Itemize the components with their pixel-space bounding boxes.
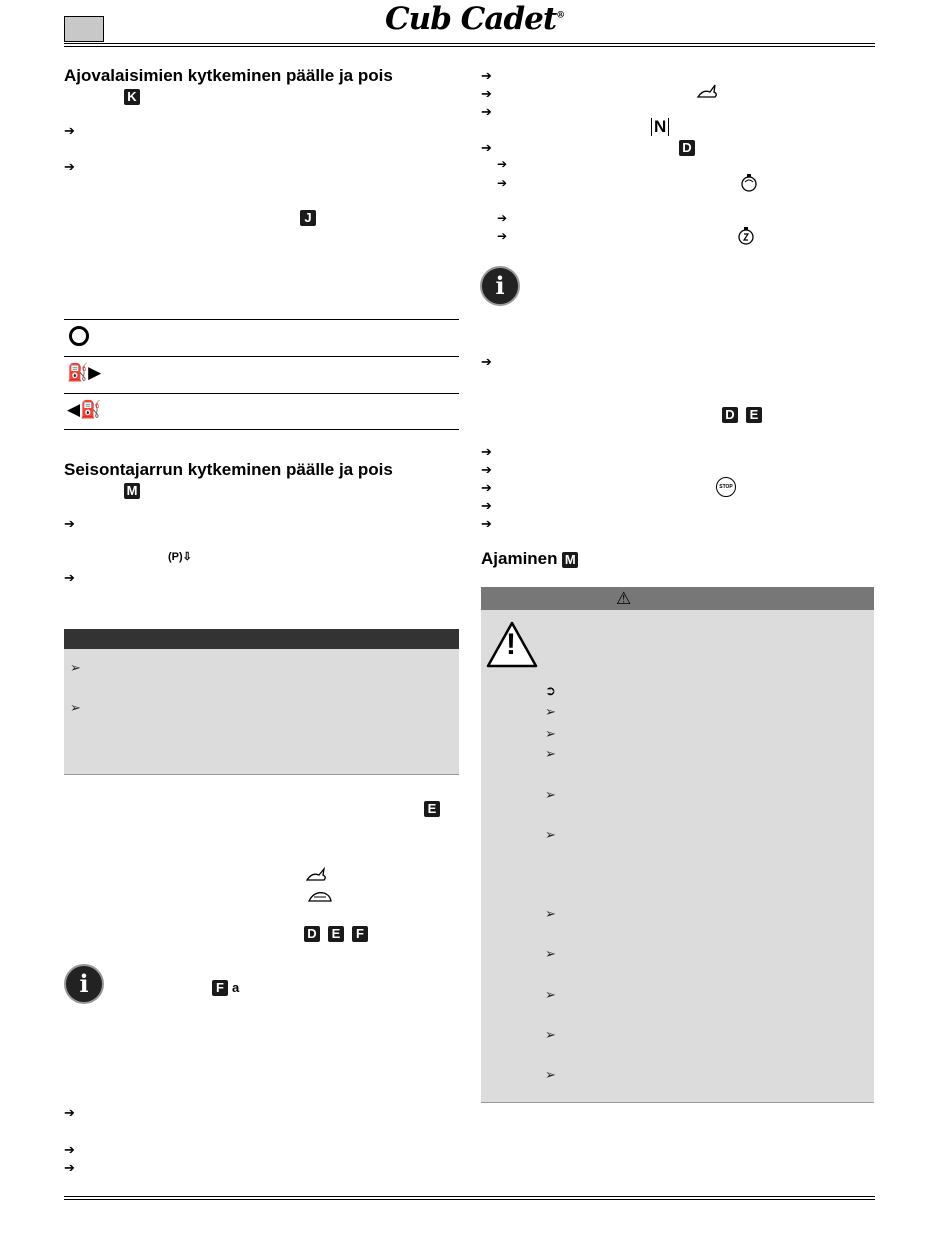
header-rule-1: [64, 43, 875, 44]
arrow-bullet: ➔: [481, 86, 492, 101]
note-bullet: ➢: [70, 700, 81, 715]
choke-knob-icon: [739, 173, 759, 193]
rabbit-fast-icon: [695, 82, 721, 102]
warning-bullet: ➢: [545, 787, 556, 802]
badge-f: F: [352, 926, 368, 942]
note-bottom-rule: [64, 774, 459, 775]
brand-logo: Cub Cadet®: [385, 1, 565, 37]
warning-bullet: ➢: [545, 906, 556, 921]
warning-panel: [481, 610, 874, 1102]
warning-bullet: ➢: [545, 704, 556, 719]
table-rule: [64, 429, 459, 430]
footer-rule-1: [64, 1196, 875, 1197]
warning-header-bar: [481, 587, 874, 610]
footer-rule-2: [64, 1199, 875, 1200]
warning-lead-icon: ➲: [545, 683, 556, 698]
arrow-bullet: ➔: [481, 354, 492, 369]
badge-e: E: [746, 407, 762, 423]
arrow-bullet: ➔: [64, 570, 75, 585]
arrow-bullet: ➔: [64, 159, 75, 174]
table-rule: [64, 319, 459, 320]
header-page-box: [64, 16, 104, 42]
badge-m: M: [124, 483, 140, 499]
arrow-bullet: ➔: [64, 123, 75, 138]
warning-exclamation: !: [506, 628, 516, 661]
badge-m: M: [562, 552, 578, 568]
arrow-bullet: ➔: [481, 462, 492, 477]
warning-bullet: ➢: [545, 987, 556, 1002]
section-title-driving: Ajaminen M: [481, 549, 578, 569]
info-text-a: a: [232, 980, 240, 995]
warning-bullet: ➢: [545, 1067, 556, 1082]
arrow-bullet: ➔: [481, 140, 492, 155]
arrow-bullet: ➔: [481, 516, 492, 531]
badge-d: D: [304, 926, 320, 942]
stop-knob-icon: STOP: [716, 477, 736, 497]
neutral-symbol: N: [651, 118, 669, 136]
table-rule: [64, 393, 459, 394]
arrow-bullet: ➔: [481, 104, 492, 119]
sub-arrow-bullet: ➔: [497, 211, 508, 225]
badge-j: J: [300, 210, 316, 226]
warning-bullet: ➢: [545, 946, 556, 961]
warning-bullet: ➢: [545, 746, 556, 761]
info-icon: i: [64, 964, 104, 1004]
section-title-lights: Ajovalaisimien kytkeminen päälle ja pois K: [64, 66, 393, 104]
info-icon: i: [480, 266, 520, 306]
badge-e: E: [424, 801, 440, 817]
fuel-pump-right-icon: ⛽▶: [67, 363, 102, 382]
rabbit-fast-icon: [304, 866, 330, 884]
warning-bullet: ➢: [545, 827, 556, 842]
badge-k: K: [124, 89, 140, 105]
sub-arrow-bullet: ➔: [497, 229, 508, 243]
arrow-bullet: ➔: [481, 498, 492, 513]
warning-bullet: ➢: [545, 726, 556, 741]
arrow-bullet: ➔: [481, 444, 492, 459]
turtle-slow-icon: [306, 889, 334, 905]
note-panel: [64, 649, 459, 774]
badge-f: F: [212, 980, 228, 996]
parking-brake-icon: (P)⇩: [168, 551, 192, 563]
warning-bullet: ➢: [545, 1027, 556, 1042]
badge-e: E: [328, 926, 344, 942]
section-title-parking-brake: Seisontajarrun kytkeminen päälle ja pois M: [64, 460, 393, 498]
arrow-bullet: ➔: [481, 480, 492, 495]
fuel-pump-left-icon: ◀⛽: [67, 400, 102, 419]
table-rule: [64, 356, 459, 357]
arrow-bullet: ➔: [64, 1160, 75, 1175]
sub-arrow-bullet: ➔: [497, 157, 508, 171]
header-rule-2: [64, 46, 875, 47]
arrow-bullet: ➔: [64, 1142, 75, 1157]
arrow-bullet: ➔: [64, 516, 75, 531]
badge-d: D: [679, 140, 695, 156]
badge-d: D: [722, 407, 738, 423]
warning-bottom-rule: [481, 1102, 874, 1103]
note-bullet: ➢: [70, 660, 81, 675]
warning-small-icon: ⚠: [616, 589, 632, 608]
off-circle-icon: [69, 326, 89, 346]
arrow-bullet: ➔: [481, 68, 492, 83]
sub-arrow-bullet: ➔: [497, 176, 508, 190]
note-header-bar: [64, 629, 459, 649]
arrow-bullet: ➔: [64, 1105, 75, 1120]
start-knob-icon: [736, 226, 756, 246]
